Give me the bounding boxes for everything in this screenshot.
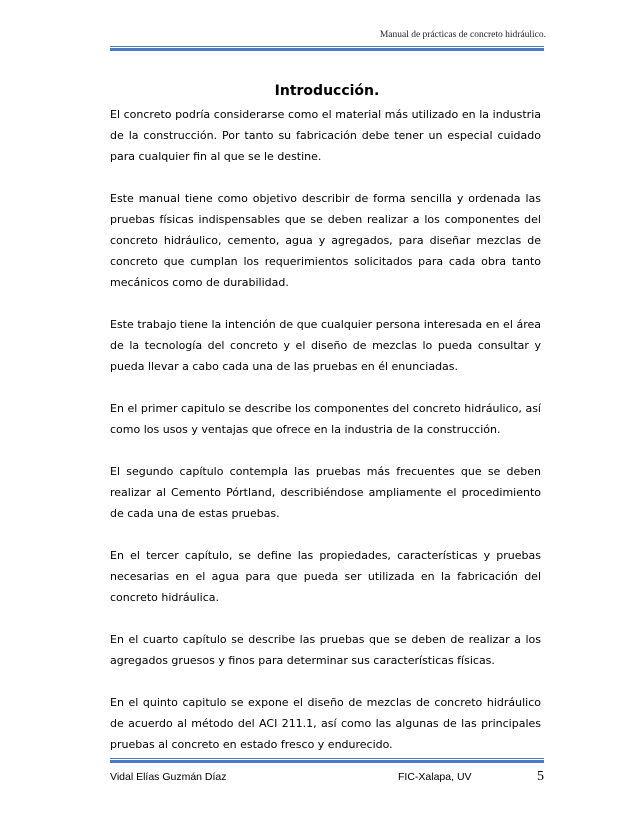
page-number: 5: [537, 769, 544, 784]
running-header: Manual de prácticas de concreto hidráulico.: [379, 30, 546, 40]
paragraph: En el primer capitulo se describe los componentes del concreto hidráulico, así como los usos y ventajas que ofrece en la industria de la construcción.: [110, 402, 541, 436]
paragraph: Este manual tiene como objetivo describir de forma sencilla y ordenada las pruebas físicas indispensables que se deben realizar a los componentes del concreto hidráulico, cemento, agua y agregados, para diseñar mezclas de concreto que cumplan los requerimientos solicitados para cada obra tanto mecánicos como de durabilidad.: [110, 192, 541, 289]
paragraph: En el tercer capítulo, se define las propiedades, características y pruebas necesarias en el agua para que pueda ser utilizada en la fabricación del concreto hidráulica.: [110, 549, 541, 604]
header-rule: [110, 46, 544, 51]
body-text: [110, 104, 541, 776]
paragraph: El segundo capítulo contempla las pruebas más frecuentes que se deben realizar al Cemento Pórtland, describiéndose ampliamente el procedimiento de cada una de estas pruebas.: [110, 465, 541, 520]
footer-rule: [110, 758, 544, 763]
footer-author: Vidal Elías Guzmán Díaz: [110, 771, 227, 783]
paragraph: Este trabajo tiene la intención de que cualquier persona interesada en el área de la tecnología del concreto y el diseño de mezclas lo pueda consultar y pueda llevar a cabo cada una de las pruebas en él enunciadas.: [110, 318, 541, 373]
section-title: Introducción.: [274, 83, 380, 99]
paragraph: En el quinto capitulo se expone el diseño de mezclas de concreto hidráulico de acuerdo al método del ACI 211.1, así como las algunas de las principales pruebas al concreto en estado fresco y endurecido.: [110, 696, 541, 751]
paragraph: En el cuarto capítulo se describe las pruebas que se deben de realizar a los agregados gruesos y finos para determinar sus características físicas.: [110, 633, 541, 667]
footer-institution: FIC-Xalapa, UV: [398, 771, 472, 783]
paragraph: El concreto podría considerarse como el material más utilizado en la industria de la construcción. Por tanto su fabricación debe tener un especial cuidado para cualquier fin al que se le destine.: [110, 108, 541, 163]
